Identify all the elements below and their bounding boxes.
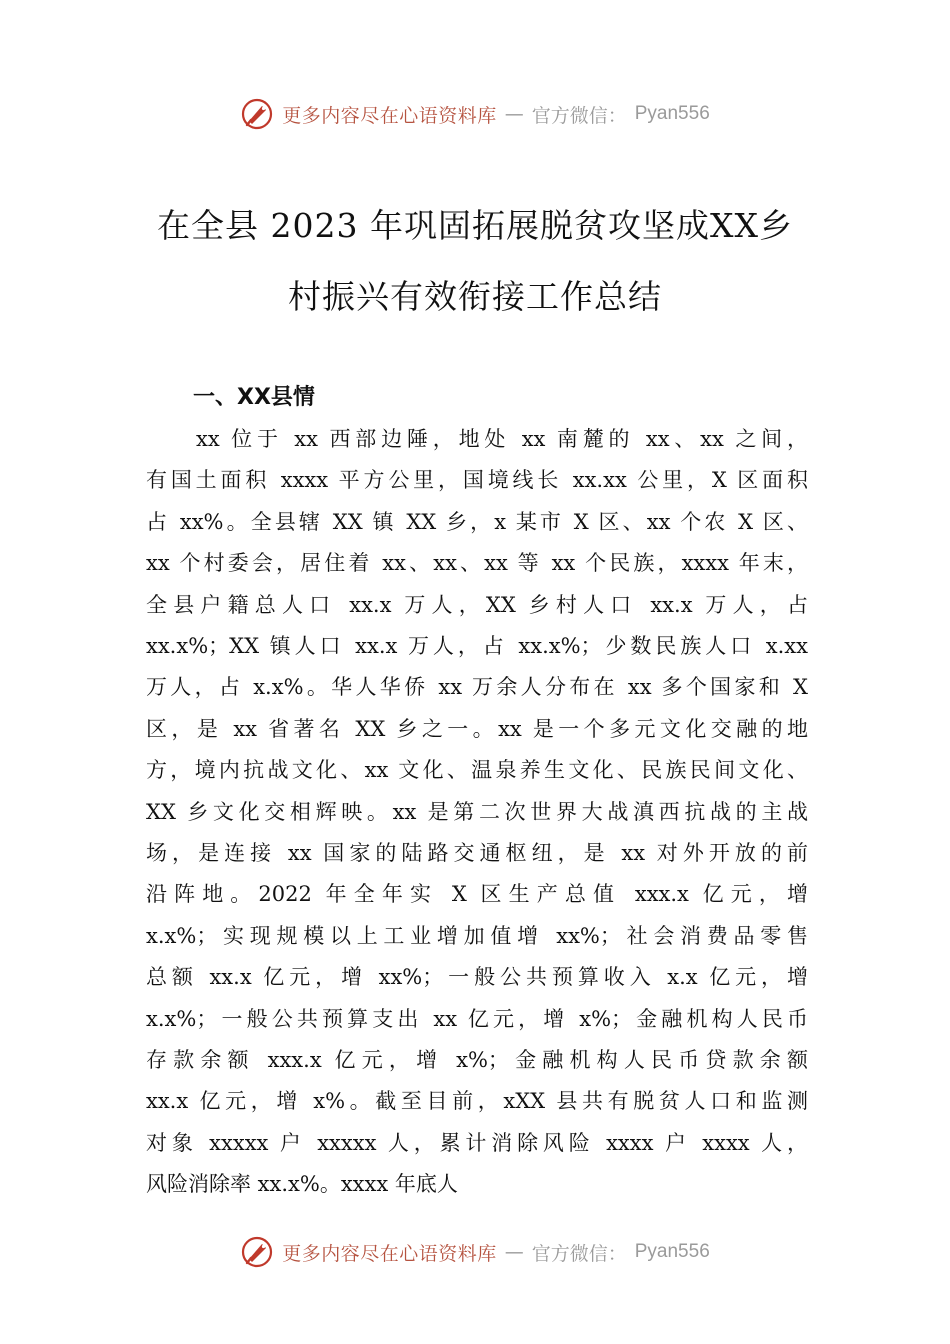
banner-separator: — [504, 103, 524, 125]
paragraph-line: xx.x 亿元，增 x%。截至目前，xXX 县共有脱贫人口和监测 [146, 1089, 808, 1114]
footer-brand-text: 更多内容尽在心语资料库 [282, 1242, 497, 1265]
footer-account: Pyan556 [634, 1241, 710, 1262]
paragraph-line: 区，是 xx 省著名 XX 乡之一。xx 是一个多元文化交融的地 [146, 716, 808, 741]
paragraph-line: x.x%；实现规模以上工业增加值增 xx%；社会消费品零售 [146, 923, 808, 948]
banner-account: Pyan556 [634, 103, 710, 124]
banner-wechat-label: 官方微信： [531, 104, 627, 127]
paragraph-line: 有国土面积 xxxx 平方公里，国境线长 xx.xx 公里，X 区面积 [146, 468, 808, 493]
banner-brand-text: 更多内容尽在心语资料库 [282, 104, 497, 127]
pen-nib-circle-icon [240, 1235, 274, 1269]
paragraph-line: 全县户籍总人口 xx.x 万人，XX 乡村人口 xx.x 万人，占 [146, 592, 808, 617]
header-banner [0, 94, 950, 134]
paragraph-line: 万人，占 x.x%。华人华侨 xx 万余人分布在 xx 多个国家和 X [146, 675, 808, 700]
paragraph-line: 存款余额 xxx.x 亿元，增 x%；金融机构人民币贷款余额 [146, 1048, 808, 1072]
footer-separator: — [504, 1241, 524, 1263]
section-heading: 一、XX县情 [193, 385, 315, 410]
footer-banner [0, 1232, 950, 1272]
paragraph-line: 占 xx%。全县辖 XX 镇 XX 乡，x 某市 X 区、xx 个农 X 区、 [146, 509, 808, 534]
footer-wechat-label: 官方微信： [531, 1242, 627, 1265]
paragraph-line: XX 乡文化交相辉映。xx 是第二次世界大战滇西抗战的主战 [146, 799, 808, 824]
paragraph-line: 总额 xx.x 亿元，增 xx%；一般公共预算收入 x.x 亿元，增 [146, 965, 808, 990]
paragraph-line: 风险消除率 xx.x%。xxxx 年底人 [146, 1172, 458, 1197]
paragraph-line: xx 个村委会，居住着 xx、xx、xx 等 xx 个民族，xxxx 年末， [146, 551, 808, 576]
paragraph-line: 沿阵地。2022 年全年实 X 区生产总值 xxx.x 亿元，增 [146, 882, 808, 907]
paragraph-line: 场，是连接 xx 国家的陆路交通枢纽，是 xx 对外开放的前 [146, 841, 808, 865]
paragraph-line: xx.x%；XX 镇人口 xx.x 万人，占 xx.x%；少数民族人口 x.xx [146, 634, 808, 658]
document-title-line-1: 在全县 2023 年巩固拓展脱贫攻坚成XX乡 [157, 206, 793, 245]
paragraph-line: x.x%；一般公共预算支出 xx 亿元，增 x%；金融机构人民币 [146, 1006, 808, 1031]
paragraph-line: 对象 xxxxx 户 xxxxx 人，累计消除风险 xxxx 户 xxxx 人， [146, 1130, 808, 1155]
pen-nib-circle-icon [240, 97, 274, 131]
document-title-line-2: 村振兴有效衔接工作总结 [288, 277, 662, 316]
paragraph-line: xx 位于 xx 西部边陲，地处 xx 南麓的 xx、xx 之间， [196, 427, 808, 451]
paragraph-line: 方，境内抗战文化、xx 文化、温泉养生文化、民族民间文化、 [146, 758, 808, 783]
